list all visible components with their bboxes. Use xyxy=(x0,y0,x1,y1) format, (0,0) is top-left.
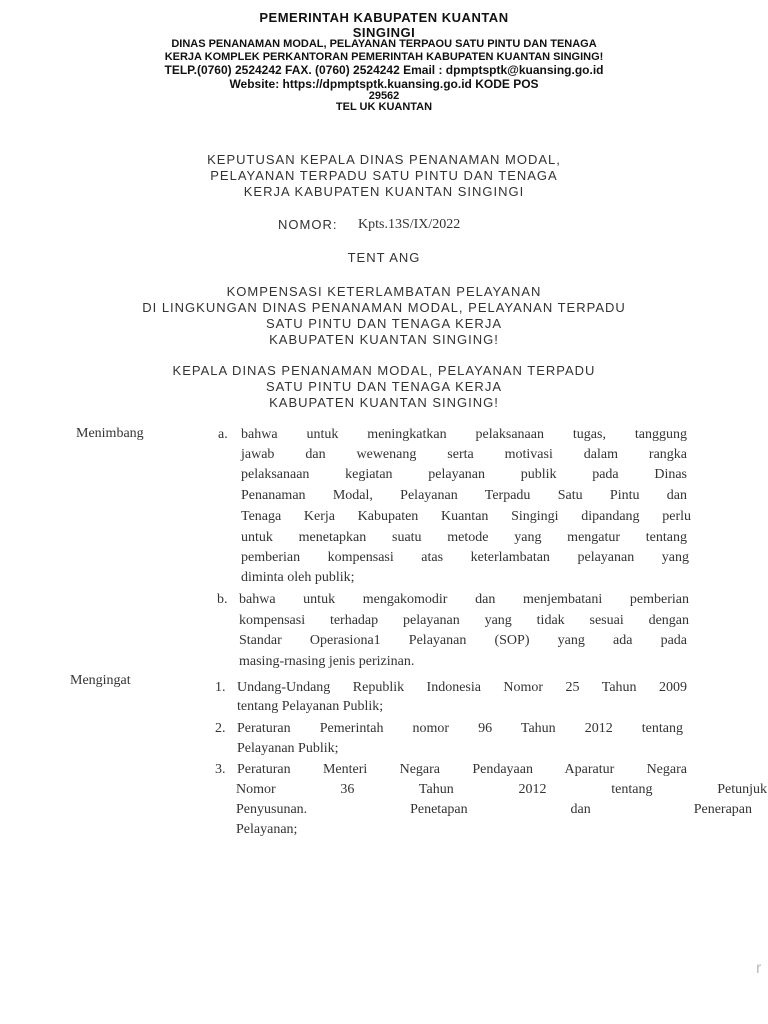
decree-subject-line: SATU PINTU DAN TENAGA KERJA xyxy=(265,316,502,331)
clause-line: Pelayanan; xyxy=(236,822,298,837)
letterhead-website: Website: https://dpmptsptk.kuansing.go.id KODE POS xyxy=(229,77,539,91)
decree-authority-line: KABUPATEN KUANTAN SINGING! xyxy=(269,395,499,410)
decree-authority-line: SATU PINTU DAN TENAGA KERJA xyxy=(265,379,502,394)
list-marker: 1. xyxy=(215,680,226,695)
clause-line: Standar Operasiona1 Pelayanan (SOP) yang ada pada xyxy=(239,633,687,648)
clause-line: Nomor 36 Tahun 2012 tentang Petunjuk xyxy=(236,782,767,797)
list-marker: 2. xyxy=(215,721,226,736)
menimbang-label: Menimbang xyxy=(76,426,144,441)
letterhead-address: KERJA KOMPLEK PERKANTORAN PEMERINTAH KABUPATEN KUANTAN SINGING! xyxy=(164,51,604,63)
letterhead-postal-code: 29562 xyxy=(368,90,400,102)
clause-line: Undang-Undang Republik Indonesia Nomor 25 Tahun 2009 xyxy=(237,680,687,695)
clause-line: bahwa untuk meningkatkan pelaksanaan tugas, tanggung xyxy=(241,427,687,442)
list-marker: b. xyxy=(217,592,228,607)
clause-line: pelaksanaan kegiatan pelayanan publik pada Dinas xyxy=(241,467,687,482)
clause-line: bahwa untuk mengakomodir dan menjembatani pemberian xyxy=(239,592,689,607)
decree-subject-line: KOMPENSASI KETERLAMBATAN PELAYANAN xyxy=(226,284,542,299)
clause-line: Tenaga Kerja Kabupaten Kuantan Singingi dipandang perlu xyxy=(241,509,691,524)
decree-authority-line: KEPALA DINAS PENANAMAN MODAL, PELAYANAN TERPADU xyxy=(172,363,596,378)
letterhead-contact: TELP.(0760) 2524242 FAX. (0760) 2524242 Email : dpmptsptk@kuansing.go.id xyxy=(164,63,604,77)
decree-subject-line: DI LINGKUNGAN DINAS PENANAMAN MODAL, PELAYANAN TERPADU xyxy=(142,300,626,315)
clause-line: Peraturan Pemerintah nomor 96 Tahun 2012 tentang xyxy=(237,721,683,736)
clause-line: diminta oleh publik; xyxy=(241,570,355,585)
letterhead-government: PEMERINTAH KABUPATEN KUANTAN xyxy=(259,10,509,25)
decree-subject-line: KABUPATEN KUANTAN SINGING! xyxy=(269,332,499,347)
clause-line: untuk menetapkan suatu metode yang mengatur tentang xyxy=(241,530,687,545)
clause-line: pemberian kompensasi atas keterlambatan pelayanan yang xyxy=(241,550,689,565)
clause-line: kompensasi terhadap pelayanan yang tidak sesuai dengan xyxy=(239,613,689,628)
list-marker: 3. xyxy=(215,762,226,777)
decree-title-line: KEPUTUSAN KEPALA DINAS PENANAMAN MODAL, xyxy=(207,152,561,167)
clause-line: Peraturan Menteri Negara Pendayaan Aparatur Negara xyxy=(237,762,687,777)
letterhead-agency: DINAS PENANAMAN MODAL, PELAYANAN TERPAOU SATU PINTU DAN TENAGA xyxy=(171,38,597,50)
watermark-glyph: r xyxy=(756,960,762,977)
decree-number-label: NOMOR: xyxy=(278,217,338,232)
clause-line: Pelayanan Publik; xyxy=(237,741,339,756)
mengingat-label: Mengingat xyxy=(70,673,131,688)
decree-title-line: PELAYANAN TERPADU SATU PINTU DAN TENAGA xyxy=(210,168,558,183)
decree-tentang: TENT ANG xyxy=(347,250,421,265)
clause-line: jawab dan wewenang serta motivasi dalam rangka xyxy=(241,447,687,462)
decree-title-line: KERJA KABUPATEN KUANTAN SINGINGI xyxy=(243,184,525,199)
clause-line: Penyusunan. Penetapan dan Penerapan xyxy=(236,802,752,817)
decree-number-value: Kpts.13S/IX/2022 xyxy=(358,217,461,232)
clause-line: masing-rnasing jenis perizinan. xyxy=(239,654,415,669)
list-marker: a. xyxy=(218,427,228,442)
clause-line: tentang Pelayanan Publik; xyxy=(237,699,384,714)
letterhead-city: TEL UK KUANTAN xyxy=(335,101,433,113)
letterhead-regency: SINGINGI xyxy=(352,25,416,40)
clause-line: Penanaman Modal, Pelayanan Terpadu Satu Pintu dan xyxy=(241,488,687,503)
